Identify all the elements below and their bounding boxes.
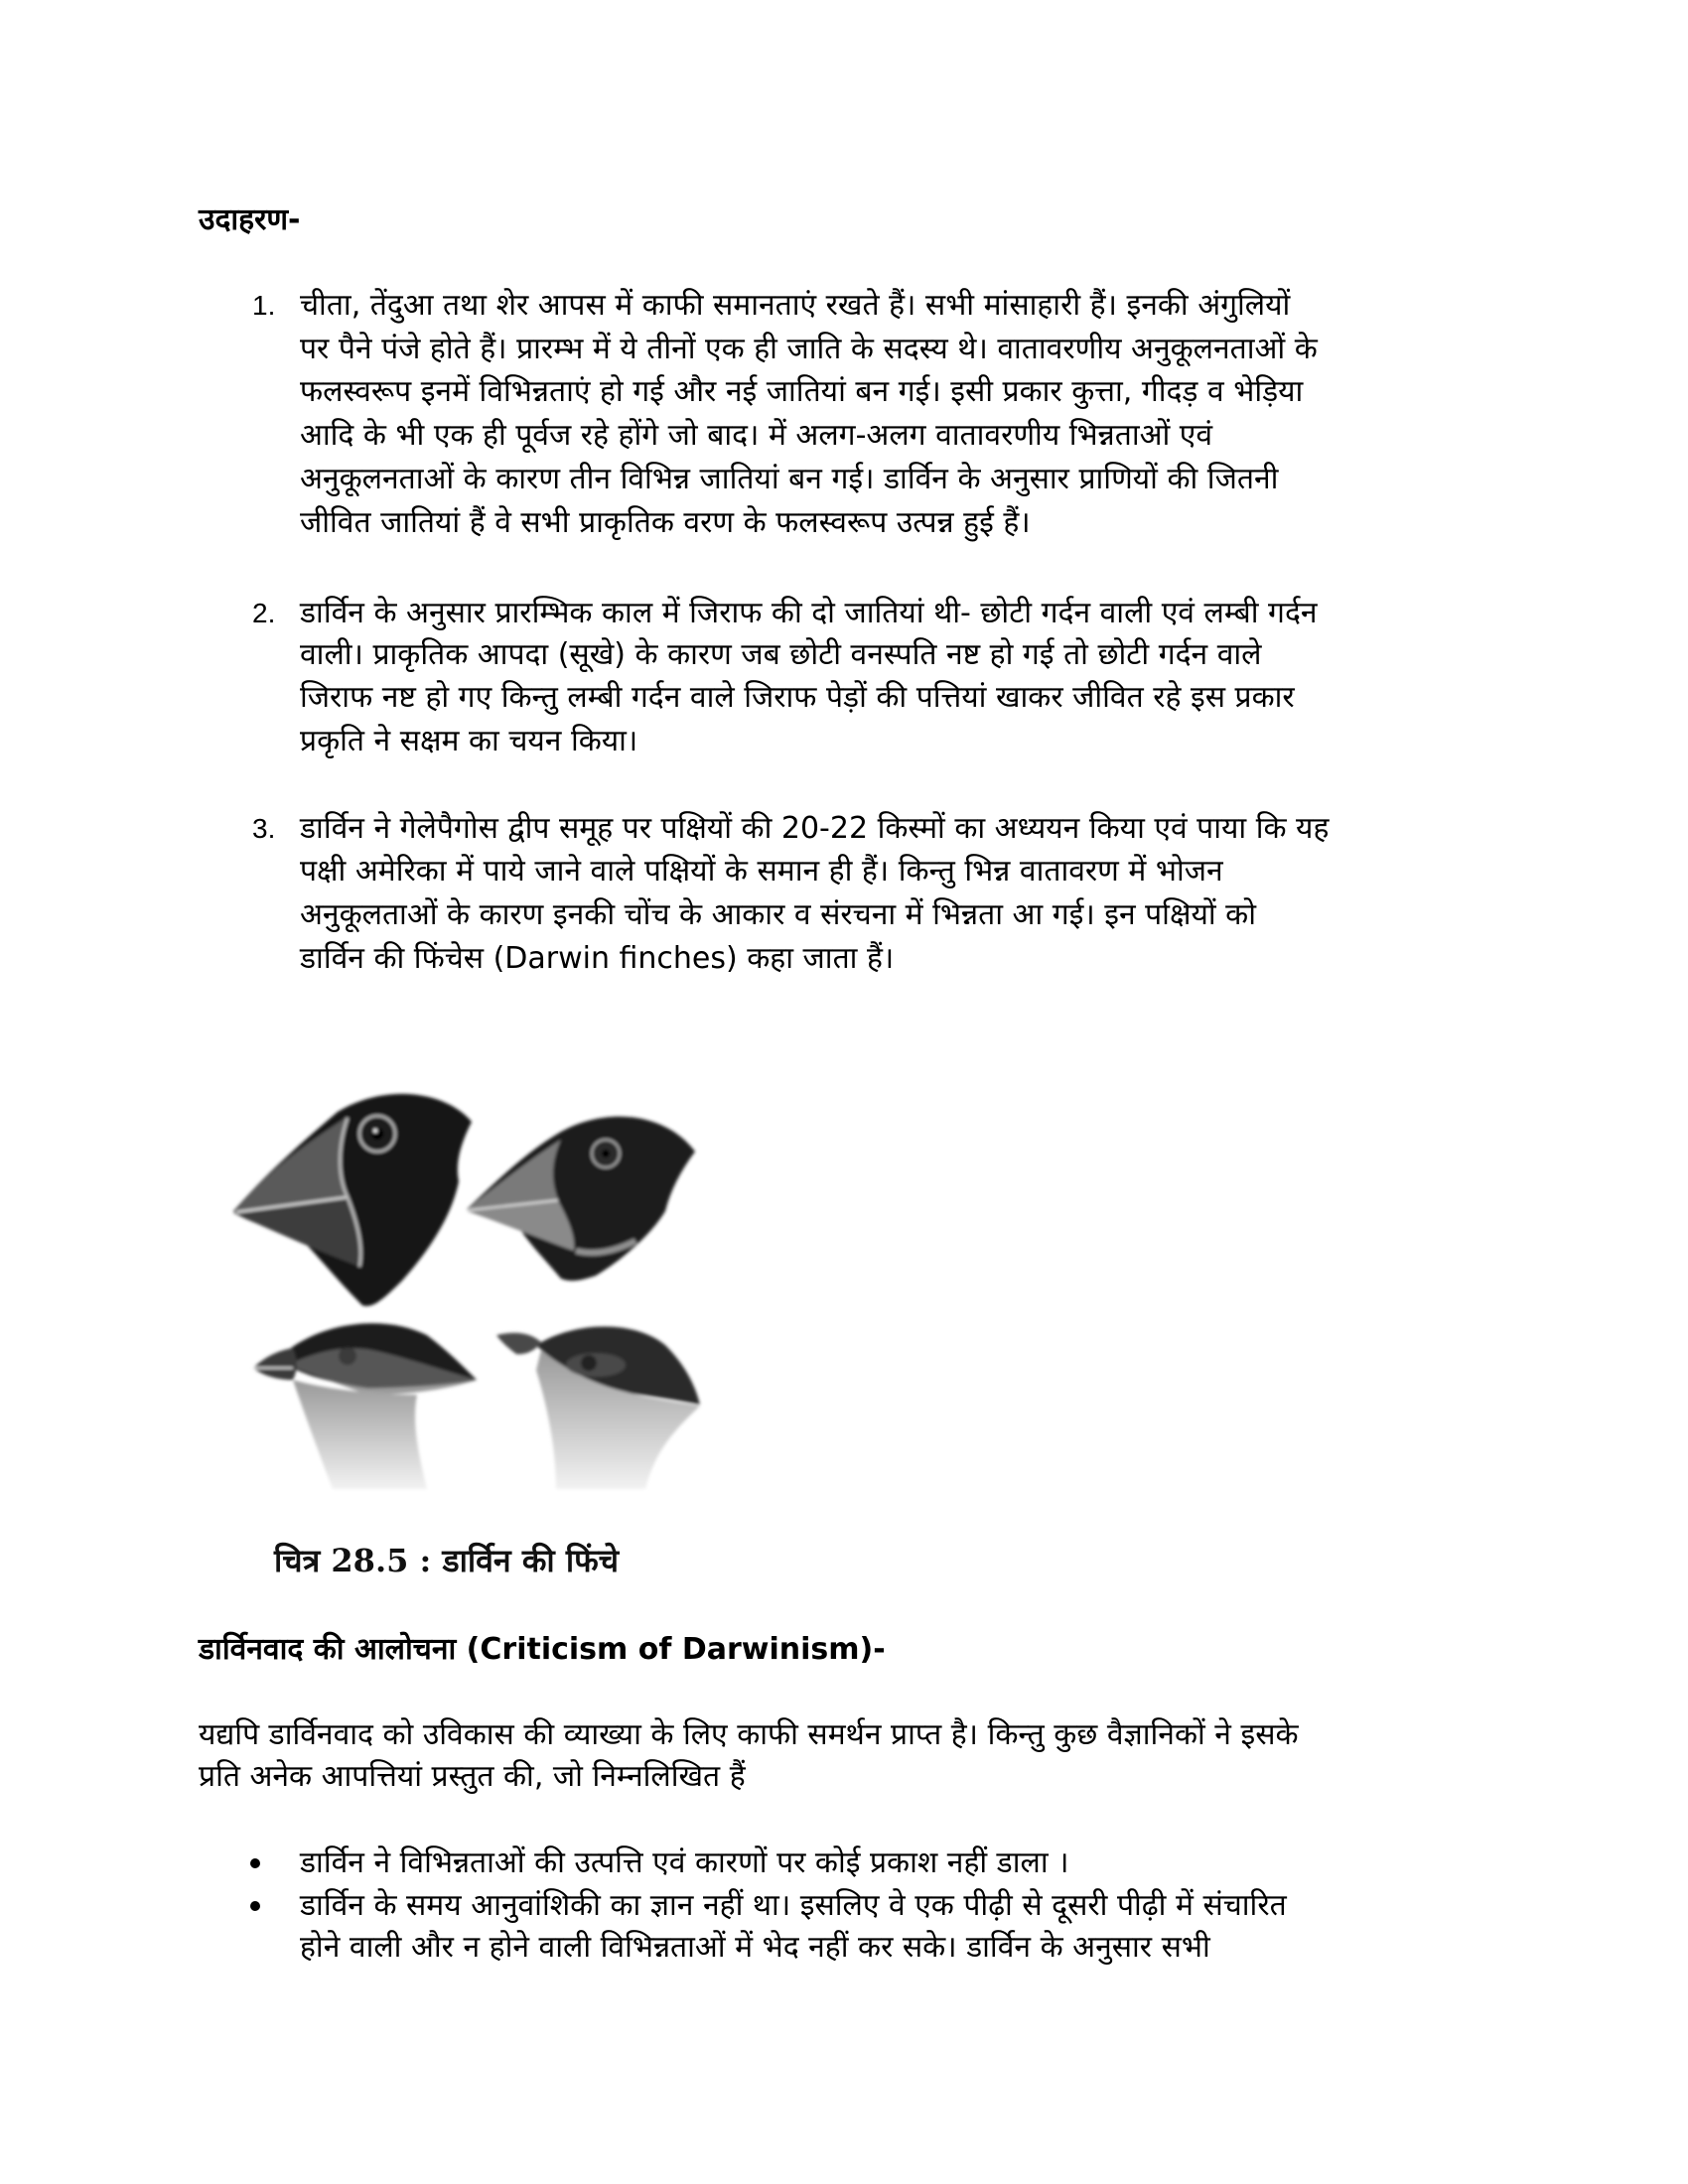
item-line: अनुकूलनताओं के कारण तीन विभिन्न जातियां बन गई। डार्विन के अनुसार प्राणियों की जितनी	[300, 462, 1279, 496]
finch-medium-beak-icon	[467, 1117, 695, 1281]
list-number: 3.	[252, 813, 276, 844]
finch-thin-beak-icon	[496, 1326, 700, 1489]
bullet-line: डार्विन के समय आनुवांशिकी का ज्ञान नहीं था। इसलिए वे एक पीढ़ी से दूसरी पीढ़ी में संचारित	[300, 1888, 1287, 1923]
list-number: 1.	[252, 290, 276, 321]
item-line: प्रकृति ने सक्षम का चयन किया।	[300, 724, 638, 758]
criticism-heading: डार्विनवाद की आलोचना (Criticism of Darwinism)-	[199, 1632, 886, 1667]
item-line: अनुकूलताओं के कारण इनकी चोंच के आकार व संरचना में भिन्नता आ गई। इन पक्षियों को	[300, 897, 1256, 932]
finch-large-beak-icon	[233, 1094, 472, 1306]
examples-heading: उदाहरण-	[199, 203, 301, 237]
item-line: आदि के भी एक ही पूर्वज रहे होंगे जो बाद। में अलग-अलग वातावरणीय भिन्नताओं एवं	[300, 418, 1213, 453]
item-line: फलस्वरूप इनमें विभिन्नताएं हो गई और नई जातियां बन गई। इसी प्रकार कुत्ता, गीदड़ व भेड़िया	[300, 374, 1304, 409]
item-line: डार्विन की फिंचेस (Darwin finches) कहा जाता हैं।	[300, 941, 895, 976]
item-line: जीवित जातियां हैं वे सभी प्राकृतिक वरण के फलस्वरूप उत्पन्न हुई हैं।	[300, 505, 1031, 540]
figure-caption: चित्र 28.5 : डार्विन की फिंचे	[274, 1542, 620, 1579]
item-line: जिराफ नष्ट हो गए किन्तु लम्बी गर्दन वाले जिराफ पेड़ों की पत्तियां खाकर जीवित रहे इस प्रकार	[300, 680, 1295, 715]
finch-heads-illustration	[199, 1052, 755, 1519]
item-line: वाली। प्राकृतिक आपदा (सूखे) के कारण जब छोटी वनस्पति नष्ट हो गई तो छोटी गर्दन वाले	[300, 637, 1262, 672]
intro-paragraph-line: प्रति अनेक आपत्तियां प्रस्तुत की, जो निम्नलिखित हैं	[199, 1759, 746, 1794]
item-line: पर पैने पंजे होते हैं। प्रारम्भ में ये तीनों एक ही जाति के सदस्य थे। वातावरणीय अनुकूलनताओं के	[300, 332, 1318, 366]
bullet-line: होने वाली और न होने वाली विभिन्नताओं में भेद नहीं कर सके। डार्विन के अनुसार सभी	[300, 1930, 1210, 1965]
bullet-line: डार्विन ने विभिन्नताओं की उत्पत्ति एवं कारणों पर कोई प्रकाश नहीं डाला ।	[300, 1845, 1069, 1880]
item-line: डार्विन ने गेलेपैगोस द्वीप समूह पर पक्षियों की 20-22 किस्मों का अध्ययन किया एवं पाया कि यह	[300, 811, 1330, 846]
bullet-icon	[250, 1901, 260, 1911]
intro-paragraph-line: यद्यपि डार्विनवाद को उविकास की व्याख्या के लिए काफी समर्थन प्राप्त है। किन्तु कुछ वैज्ञानिकों ने इसके	[199, 1717, 1299, 1752]
darwin-finches-figure	[199, 1052, 755, 1588]
finch-small-beak-icon	[253, 1323, 477, 1489]
item-line: चीता, तेंदुआ तथा शेर आपस में काफी समानताएं रखते हैं। सभी मांसाहारी हैं। इनकी अंगुलियों	[300, 288, 1291, 323]
bullet-icon	[250, 1858, 260, 1868]
item-line: डार्विन के अनुसार प्रारम्भिक काल में जिराफ की दो जातियां थी- छोटी गर्दन वाली एवं लम्बी गर्दन	[300, 596, 1318, 630]
list-number: 2.	[252, 598, 276, 628]
item-line: पक्षी अमेरिका में पाये जाने वाले पक्षियों के समान ही हैं। किन्तु भिन्न वातावरण में भोजन	[300, 854, 1223, 888]
